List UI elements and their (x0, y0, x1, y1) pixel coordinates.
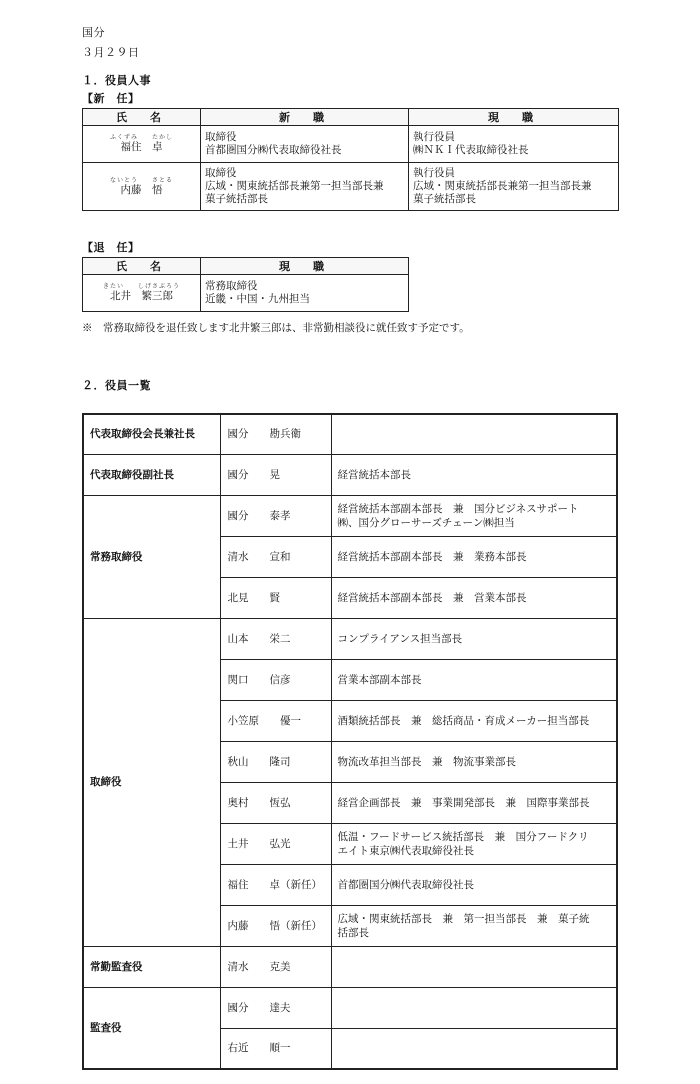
officer-duty: 物流改革担当部長 兼 物流事業部長 (331, 741, 617, 782)
officer-role: 常務取締役 (83, 495, 220, 618)
table-row (83, 946, 617, 987)
header-name: 氏 名 (83, 258, 201, 275)
officer-role: 取締役 (83, 618, 220, 946)
officer-duty: 経営統括本部長 (331, 454, 617, 495)
current-post-cell: 執行役員 ㈱ＮＫＩ代表取締役社長 (409, 126, 619, 163)
officer-duty (331, 946, 617, 987)
officer-role: 常勤監査役 (83, 946, 220, 987)
header-new-post: 新 職 (201, 109, 409, 126)
table-header-row (83, 109, 619, 126)
officer-name: 北見 賢 (220, 577, 331, 618)
table-header-row (83, 258, 409, 275)
officer-list-table (82, 413, 618, 1070)
officer-name: 清水 宣和 (220, 536, 331, 577)
person-name-cell (83, 275, 201, 312)
table-row (83, 454, 617, 495)
officer-name: 小笠原 優一 (220, 700, 331, 741)
person-name: 福住 卓 (120, 141, 163, 153)
officer-duty: 首都圏国分㈱代表取締役社長 (331, 864, 617, 905)
section1-title: １．役員人事 (82, 74, 151, 87)
officer-name: 内藤 悟（新任） (220, 905, 331, 946)
officer-name: 國分 達夫 (220, 987, 331, 1028)
officer-role: 監査役 (83, 987, 220, 1069)
officer-duty: コンプライアンス担当部長 (331, 618, 617, 659)
officer-role: 代表取締役副社長 (83, 454, 220, 495)
officer-duty (331, 987, 617, 1028)
name-ruby: ないとう さとる (109, 176, 173, 184)
person-name-cell (83, 126, 201, 163)
table-row (83, 987, 617, 1028)
person-name-cell (83, 163, 201, 211)
officer-name: 奥村 恆弘 (220, 782, 331, 823)
officer-name: 國分 勘兵衛 (220, 414, 331, 454)
header-name: 氏 名 (83, 109, 201, 126)
table-row (83, 163, 619, 211)
header-current-post: 現 職 (409, 109, 619, 126)
table-row (83, 618, 617, 659)
retirement-table (82, 257, 409, 312)
officer-name: 関口 信彦 (220, 659, 331, 700)
new-post-cell: 取締役 広域・関東統括部長兼第一担当部長兼 菓子統括部長 (201, 163, 409, 211)
retirement-note: ※ 常務取締役を退任致します北井繁三郎は、非常勤相談役に就任致す予定です。 (82, 322, 470, 334)
officer-duty (331, 1028, 617, 1069)
officer-duty: 経営統括本部副本部長 兼 営業本部長 (331, 577, 617, 618)
person-name: 内藤 悟 (120, 183, 163, 196)
officer-role: 代表取締役会長兼社長 (83, 414, 220, 454)
officer-duty: 酒類統括部長 兼 総括商品・育成メーカー担当部長 (331, 700, 617, 741)
new-post-cell: 取締役 首都圏国分㈱代表取締役社長 (201, 126, 409, 163)
officer-name: 國分 晃 (220, 454, 331, 495)
current-post-cell: 常務取締役 近畿・中国・九州担当 (201, 275, 409, 312)
officer-name: 清水 克美 (220, 946, 331, 987)
officer-duty: 経営企画部長 兼 事業開発部長 兼 国際事業部長 (331, 782, 617, 823)
new-appointment-label: 【新 任】 (82, 92, 140, 105)
company-name: 国分 (82, 26, 105, 39)
new-appointment-table (82, 108, 619, 211)
name-ruby: ふくずみ たかし (109, 134, 173, 141)
table-row (83, 275, 409, 312)
current-post-cell: 執行役員 広域・関東統括部長兼第一担当部長兼 菓子統括部長 (409, 163, 619, 211)
officer-name: 右近 順一 (220, 1028, 331, 1069)
person-name: 北井 繁三郎 (110, 290, 173, 302)
header-current-post: 現 職 (201, 258, 409, 275)
officer-duty: 低温・フードサービス統括部長 兼 国分フードクリ エイト東京㈱代表取締役社長 (331, 823, 617, 864)
officer-name: 山本 栄二 (220, 618, 331, 659)
officer-name: 福住 卓（新任） (220, 864, 331, 905)
section2-title: ２．役員一覧 (82, 379, 151, 392)
officer-duty: 経営統括本部副本部長 兼 国分ビジネスサポート ㈱、国分グローサーズチェーン㈱担当 (331, 495, 617, 536)
officer-duty: 広域・関東統括部長 兼 第一担当部長 兼 菓子統 括部長 (331, 905, 617, 946)
date-text: ３月２９日 (82, 46, 140, 59)
officer-name: 秋山 隆司 (220, 741, 331, 782)
table-row (83, 414, 617, 454)
table-row (83, 126, 619, 163)
name-ruby: きたい しげさぶろう (102, 283, 180, 290)
officer-duty: 経営統括本部副本部長 兼 業務本部長 (331, 536, 617, 577)
retirement-label: 【退 任】 (82, 241, 140, 254)
officer-duty: 営業本部副本部長 (331, 659, 617, 700)
officer-duty (331, 414, 617, 454)
officer-name: 國分 泰孝 (220, 495, 331, 536)
officer-name: 土井 弘光 (220, 823, 331, 864)
table-row (83, 495, 617, 536)
